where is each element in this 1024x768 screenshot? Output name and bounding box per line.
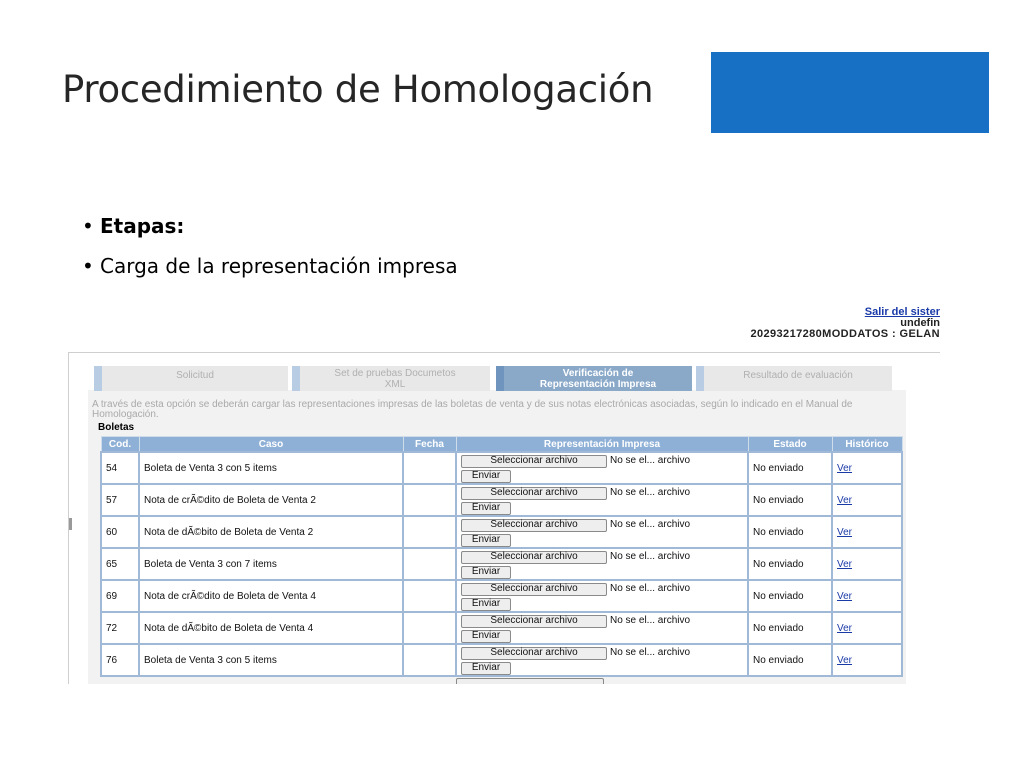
- tab-bar: [94, 366, 894, 391]
- caso-cell: Nota de crÃ©dito de Boleta de Venta 2: [139, 484, 403, 516]
- bullet-item: [82, 248, 458, 288]
- historico-cell: [832, 644, 902, 676]
- historico-cell: [832, 548, 902, 580]
- estado-cell: No enviado: [748, 580, 832, 612]
- select-file-button[interactable]: Seleccionar archivo: [461, 519, 607, 532]
- boletas-table: [100, 436, 903, 677]
- tab-label: Solicitud: [176, 370, 214, 381]
- select-file-button[interactable]: Seleccionar archivo: [461, 455, 607, 468]
- file-picker: [461, 551, 747, 564]
- bullet-text: Carga de la representación impresa: [100, 254, 458, 278]
- column-header: Caso: [139, 437, 403, 453]
- tab-set-pruebas[interactable]: [292, 366, 490, 391]
- ver-link[interactable]: Ver: [837, 590, 853, 602]
- no-file-text: No se el... archivo: [610, 487, 691, 498]
- send-button[interactable]: Enviar: [461, 502, 511, 515]
- cod-cell: 72: [101, 612, 139, 644]
- bullet-symbol: •: [82, 254, 94, 278]
- send-row: [461, 500, 747, 513]
- file-picker: [461, 583, 747, 596]
- send-button[interactable]: Enviar: [461, 566, 511, 579]
- column-header: Cod.: [101, 437, 139, 453]
- no-file-text: No se el... archivo: [610, 551, 691, 562]
- caso-cell: Nota de crÃ©dito de Boleta de Venta 4: [139, 580, 403, 612]
- select-file-button[interactable]: Seleccionar archivo: [461, 551, 607, 564]
- caso-cell: Boleta de Venta 3 con 7 items: [139, 548, 403, 580]
- tab-label: Resultado de evaluación: [743, 370, 853, 381]
- no-file-text: No se el... archivo: [610, 647, 691, 658]
- send-row: [461, 628, 747, 641]
- bullet-list: [82, 208, 458, 288]
- estado-cell: No enviado: [748, 548, 832, 580]
- tab-label: Verificación de: [562, 368, 634, 379]
- select-file-button[interactable]: [456, 678, 604, 684]
- representacion-cell: [456, 516, 748, 548]
- no-file-text: No se el... archivo: [610, 519, 691, 530]
- send-button[interactable]: Enviar: [461, 470, 511, 483]
- tab-resultado[interactable]: [696, 366, 892, 391]
- caso-cell: Boleta de Venta 3 con 5 items: [139, 644, 403, 676]
- cod-cell: 76: [101, 644, 139, 676]
- select-file-button[interactable]: Seleccionar archivo: [461, 583, 607, 596]
- estado-cell: No enviado: [748, 516, 832, 548]
- embedded-screenshot: [68, 304, 940, 684]
- bullet-text: Etapas:: [100, 214, 185, 238]
- select-file-button[interactable]: Seleccionar archivo: [461, 487, 607, 500]
- send-button[interactable]: Enviar: [461, 598, 511, 611]
- caso-cell: Boleta de Venta 3 con 5 items: [139, 452, 403, 484]
- cod-cell: 57: [101, 484, 139, 516]
- intro-text: A través de esta opción se deberán cargar las representaciones impresas de las boletas de venta y de sus notas electrónicas asociadas, según lo indicado en el Manual de Homologación.: [92, 399, 853, 420]
- column-header: Estado: [748, 437, 832, 453]
- fecha-cell: [403, 644, 456, 676]
- historico-cell: [832, 484, 902, 516]
- table-row: [101, 612, 902, 644]
- tab-label: XML: [384, 379, 406, 390]
- estado-cell: No enviado: [748, 612, 832, 644]
- accent-block: [711, 52, 989, 133]
- send-button[interactable]: Enviar: [461, 534, 511, 547]
- column-header: Histórico: [832, 437, 902, 453]
- representacion-cell: [456, 612, 748, 644]
- send-row: [461, 532, 747, 545]
- file-picker: [461, 519, 747, 532]
- file-picker: [461, 615, 747, 628]
- column-header: Representación Impresa: [456, 437, 748, 453]
- select-file-button[interactable]: Seleccionar archivo: [461, 615, 607, 628]
- ver-link[interactable]: Ver: [837, 494, 853, 506]
- scroll-handle[interactable]: [69, 518, 72, 530]
- fecha-cell: [403, 548, 456, 580]
- ver-link[interactable]: Ver: [837, 558, 853, 570]
- column-header: Fecha: [403, 437, 456, 453]
- cod-cell: 69: [101, 580, 139, 612]
- ver-link[interactable]: Ver: [837, 526, 853, 538]
- no-file-text: No se el... archivo: [610, 583, 691, 594]
- historico-cell: [832, 452, 902, 484]
- ver-link[interactable]: Ver: [837, 462, 853, 474]
- exit-link[interactable]: Salir del sister: [864, 306, 940, 318]
- table-row: [101, 484, 902, 516]
- select-file-button[interactable]: Seleccionar archivo: [461, 647, 607, 660]
- tab-solicitud[interactable]: [94, 366, 288, 391]
- tab-verificacion[interactable]: [496, 366, 692, 391]
- table-row: [101, 580, 902, 612]
- representacion-cell: [456, 484, 748, 516]
- tab-label: Set de pruebas Documetos: [334, 368, 456, 379]
- caso-cell: Nota de dÃ©bito de Boleta de Venta 2: [139, 516, 403, 548]
- send-button[interactable]: Enviar: [461, 662, 511, 675]
- fecha-cell: [403, 612, 456, 644]
- bullet-symbol: •: [82, 214, 94, 238]
- fecha-cell: [403, 452, 456, 484]
- send-row: [461, 596, 747, 609]
- historico-cell: [832, 580, 902, 612]
- representacion-cell: [456, 644, 748, 676]
- send-button[interactable]: Enviar: [461, 630, 511, 643]
- estado-cell: No enviado: [748, 484, 832, 516]
- historico-cell: [832, 612, 902, 644]
- send-row: [461, 660, 747, 673]
- fecha-cell: [403, 484, 456, 516]
- caso-cell: Nota de dÃ©bito de Boleta de Venta 4: [139, 612, 403, 644]
- slide-title: Procedimiento de Homologación: [62, 68, 654, 111]
- send-row: [461, 564, 747, 577]
- ver-link[interactable]: Ver: [837, 654, 853, 666]
- bullet-item: [82, 208, 458, 248]
- section-label: Boletas: [98, 422, 135, 433]
- table-row: [101, 516, 902, 548]
- representacion-cell: [456, 452, 748, 484]
- fecha-cell: [403, 516, 456, 548]
- header-user-line: undefin: [900, 317, 940, 329]
- cod-cell: 65: [101, 548, 139, 580]
- tab-label: Representación Impresa: [539, 379, 657, 390]
- estado-cell: No enviado: [748, 644, 832, 676]
- table-row: [101, 644, 902, 676]
- ver-link[interactable]: Ver: [837, 622, 853, 634]
- historico-cell: [832, 516, 902, 548]
- representacion-cell: [456, 580, 748, 612]
- file-picker: [461, 647, 747, 660]
- cod-cell: 54: [101, 452, 139, 484]
- table-row: [101, 452, 902, 484]
- send-row: [461, 468, 747, 481]
- fecha-cell: [403, 580, 456, 612]
- representacion-cell: [456, 548, 748, 580]
- table-row: [101, 548, 902, 580]
- no-file-text: No se el... archivo: [610, 455, 691, 466]
- file-picker: [461, 455, 747, 468]
- header-ruc-line: 20293217280MODDATOS : GELAN: [750, 328, 940, 340]
- estado-cell: No enviado: [748, 452, 832, 484]
- cod-cell: 60: [101, 516, 139, 548]
- no-file-text: No se el... archivo: [610, 615, 691, 626]
- file-picker: [461, 487, 747, 500]
